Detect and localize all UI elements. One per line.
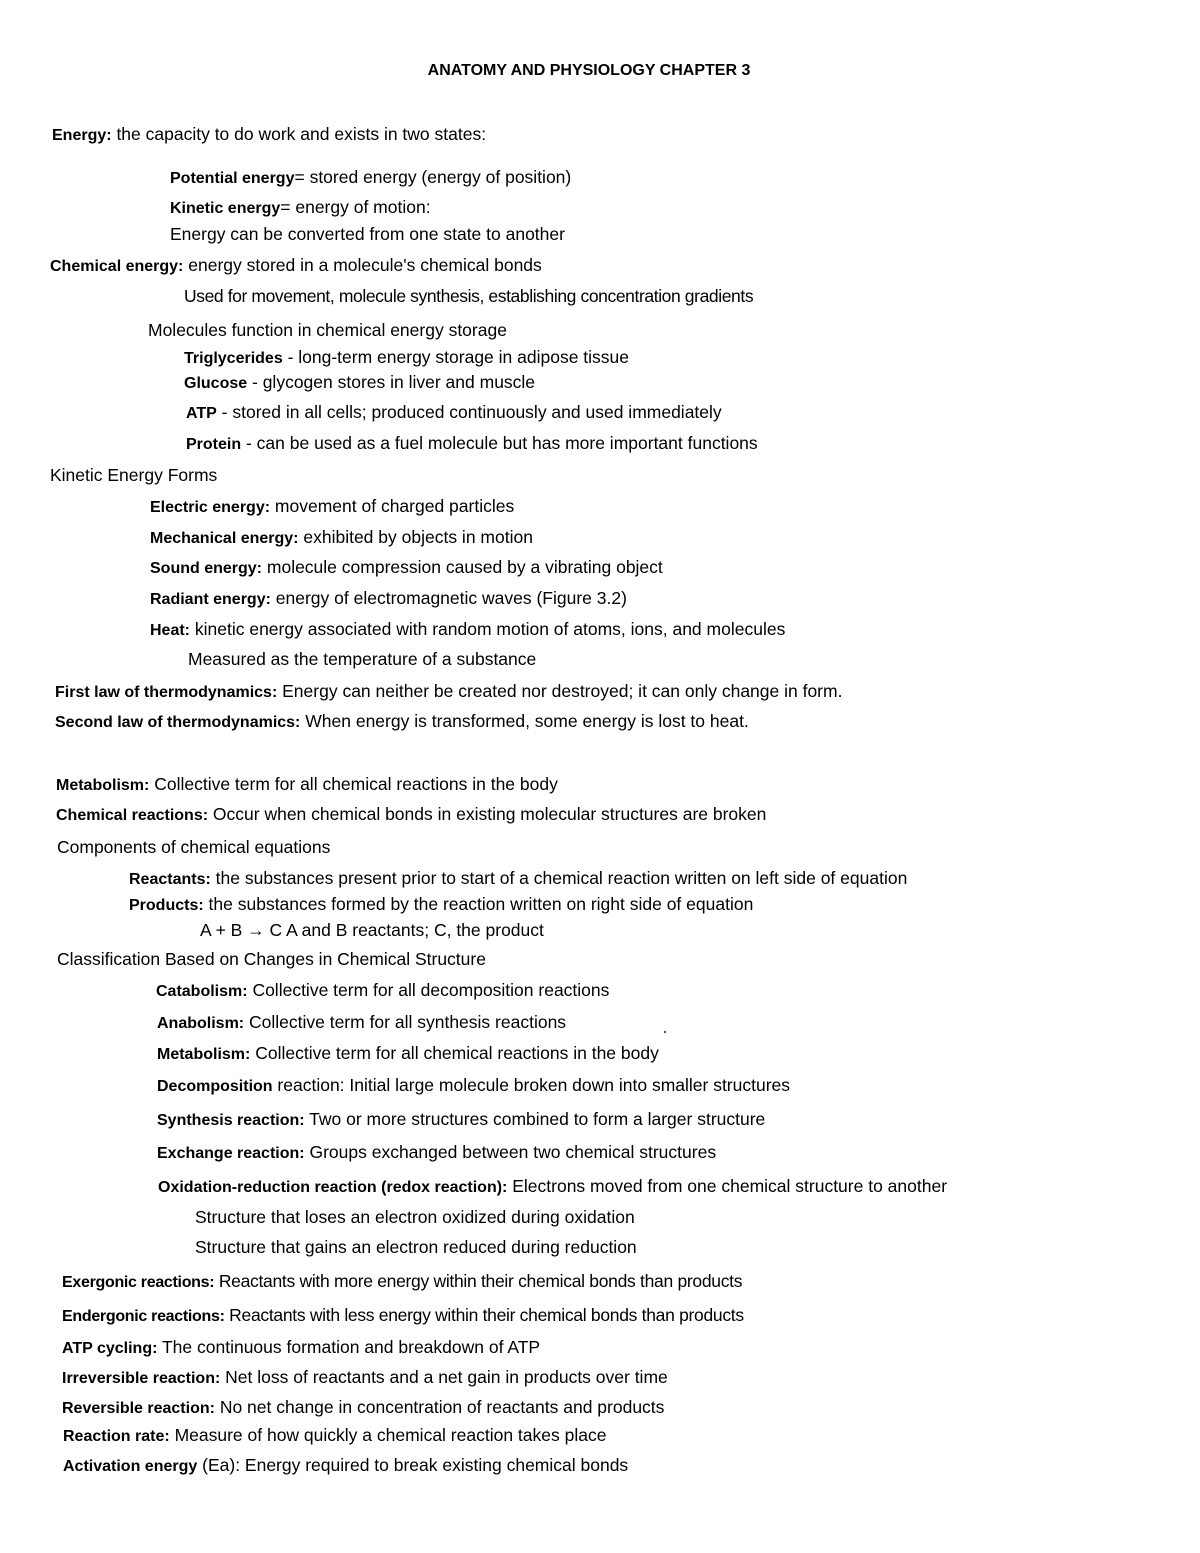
definition: molecule compression caused by a vibrating object bbox=[262, 557, 663, 577]
term: Products: bbox=[129, 897, 204, 914]
line-protein bbox=[186, 432, 758, 456]
definition: Classification Based on Changes in Chemical Structure bbox=[57, 949, 486, 969]
definition: reaction: Initial large molecule broken down into smaller structures bbox=[272, 1075, 791, 1095]
definition: - long-term energy storage in adipose tissue bbox=[282, 347, 630, 367]
definition: Collective term for all decomposition reactions bbox=[247, 980, 610, 1000]
line-heat-measured bbox=[188, 648, 536, 672]
term: Electric energy: bbox=[150, 499, 271, 516]
definition: Collective term for all synthesis reactions bbox=[244, 1012, 567, 1032]
line-mechanical-energy bbox=[150, 526, 533, 550]
definition: Occur when chemical bonds in existing molecular structures are broken bbox=[208, 804, 767, 824]
definition: Reactants with less energy within their chemical bonds than products bbox=[224, 1305, 744, 1325]
line-catabolism bbox=[156, 979, 609, 1003]
line-molecules-function bbox=[148, 319, 507, 343]
line-irreversible bbox=[62, 1366, 668, 1390]
definition: Structure that gains an electron reduced during reduction bbox=[195, 1237, 637, 1257]
stray-mark bbox=[664, 1031, 666, 1033]
term: Oxidation-reduction reaction (redox reaction): bbox=[158, 1179, 508, 1196]
term: Decomposition bbox=[157, 1078, 273, 1095]
line-metabolism bbox=[56, 773, 558, 797]
definition: Two or more structures combined to form a larger structure bbox=[304, 1109, 766, 1129]
page-title: ANATOMY AND PHYSIOLOGY CHAPTER 3 bbox=[427, 62, 751, 79]
line-redox bbox=[158, 1175, 947, 1199]
definition: Groups exchanged between two chemical structures bbox=[304, 1142, 717, 1162]
line-exergonic bbox=[62, 1270, 742, 1294]
definition: Collective term for all chemical reactions in the body bbox=[149, 774, 558, 794]
term: Irreversible reaction: bbox=[62, 1370, 221, 1387]
term: Catabolism: bbox=[156, 983, 248, 1000]
term: Activation energy bbox=[63, 1458, 198, 1475]
line-reactants bbox=[129, 867, 907, 891]
line-chemical-reactions bbox=[56, 803, 766, 827]
line-exchange bbox=[157, 1141, 716, 1165]
line-kinetic-forms bbox=[50, 464, 217, 488]
definition: Kinetic Energy Forms bbox=[50, 465, 218, 485]
line-classification bbox=[57, 948, 486, 972]
line-anabolism bbox=[157, 1011, 566, 1035]
line-second-law bbox=[55, 710, 749, 734]
line-chemical-energy bbox=[50, 254, 542, 278]
term: First law of thermodynamics: bbox=[55, 684, 278, 701]
definition: Net loss of reactants and a net gain in products over time bbox=[220, 1367, 668, 1387]
term: Kinetic energy bbox=[170, 200, 281, 217]
term: Energy: bbox=[52, 127, 112, 144]
definition: - glycogen stores in liver and muscle bbox=[247, 372, 536, 392]
line-kinetic-energy bbox=[170, 196, 431, 220]
definition: The continuous formation and breakdown of ATP bbox=[157, 1337, 541, 1357]
definition: Components of chemical equations bbox=[57, 837, 331, 857]
line-first-law bbox=[55, 680, 842, 704]
line-equation bbox=[200, 919, 544, 943]
definition: Energy can neither be created nor destroyed; it can only change in form. bbox=[277, 681, 843, 701]
line-chemical-energy-uses bbox=[184, 285, 753, 309]
line-energy bbox=[52, 123, 486, 147]
definition: No net change in concentration of reactants and products bbox=[214, 1397, 665, 1417]
term: Triglycerides bbox=[184, 350, 283, 367]
line-radiant-energy bbox=[150, 587, 627, 611]
line-decomposition bbox=[157, 1074, 790, 1098]
line-energy-converted bbox=[170, 223, 565, 247]
definition: = energy of motion: bbox=[280, 197, 431, 217]
definition: When energy is transformed, some energy is lost to heat. bbox=[300, 711, 749, 731]
definition: (Ea): Energy required to break existing chemical bonds bbox=[197, 1455, 629, 1475]
definition: Electrons moved from one chemical structure to another bbox=[507, 1176, 948, 1196]
line-atp-cycling bbox=[62, 1336, 540, 1360]
line-glucose bbox=[184, 371, 535, 395]
definition: Measure of how quickly a chemical reaction takes place bbox=[169, 1425, 607, 1445]
line-products bbox=[129, 893, 753, 917]
line-metabolism-2 bbox=[157, 1042, 659, 1066]
line-reduction bbox=[195, 1236, 637, 1260]
definition: A + B → C A and B reactants; C, the product bbox=[200, 920, 544, 940]
term: Protein bbox=[186, 436, 242, 453]
term: ATP cycling: bbox=[62, 1340, 158, 1357]
term: Reaction rate: bbox=[63, 1428, 170, 1445]
term: ATP bbox=[186, 405, 217, 422]
definition: Structure that loses an electron oxidized during oxidation bbox=[195, 1207, 635, 1227]
term: Heat: bbox=[150, 622, 191, 639]
definition: energy of electromagnetic waves (Figure 3.2) bbox=[270, 588, 627, 608]
term: Radiant energy: bbox=[150, 591, 271, 608]
definition: Used for movement, molecule synthesis, establishing concentration gradients bbox=[184, 286, 754, 306]
term: Metabolism: bbox=[157, 1046, 251, 1063]
term: Metabolism: bbox=[56, 777, 150, 794]
term: Endergonic reactions: bbox=[62, 1308, 225, 1325]
line-potential-energy bbox=[170, 166, 571, 190]
term: Glucose bbox=[184, 375, 248, 392]
line-sound-energy bbox=[150, 556, 663, 580]
definition: movement of charged particles bbox=[270, 496, 515, 516]
definition: Measured as the temperature of a substance bbox=[188, 649, 537, 669]
term: Synthesis reaction: bbox=[157, 1112, 305, 1129]
line-heat bbox=[150, 618, 785, 642]
line-activation-energy bbox=[63, 1454, 628, 1478]
definition: kinetic energy associated with random motion of atoms, ions, and molecules bbox=[190, 619, 786, 639]
line-reversible bbox=[62, 1396, 664, 1420]
term: Potential energy bbox=[170, 170, 295, 187]
term: Exchange reaction: bbox=[157, 1145, 305, 1162]
term: Exergonic reactions: bbox=[62, 1274, 215, 1291]
definition: - can be used as a fuel molecule but has more important functions bbox=[241, 433, 758, 453]
definition: energy stored in a molecule's chemical bonds bbox=[183, 255, 542, 275]
term: Sound energy: bbox=[150, 560, 263, 577]
term: Mechanical energy: bbox=[150, 530, 299, 547]
term: Chemical reactions: bbox=[56, 807, 209, 824]
definition: Reactants with more energy within their chemical bonds than products bbox=[214, 1271, 743, 1291]
term: Reversible reaction: bbox=[62, 1400, 215, 1417]
definition: exhibited by objects in motion bbox=[298, 527, 533, 547]
definition: Collective term for all chemical reactions in the body bbox=[250, 1043, 659, 1063]
definition: the substances present prior to start of a chemical reaction written on left side of equation bbox=[210, 868, 908, 888]
term: Second law of thermodynamics: bbox=[55, 714, 301, 731]
line-electric-energy bbox=[150, 495, 514, 519]
definition: the capacity to do work and exists in two states: bbox=[111, 124, 487, 144]
term: Chemical energy: bbox=[50, 258, 184, 275]
definition: = stored energy (energy of position) bbox=[294, 167, 572, 187]
line-atp bbox=[186, 401, 722, 425]
definition: Energy can be converted from one state to another bbox=[170, 224, 565, 244]
line-components bbox=[57, 836, 330, 860]
definition: Molecules function in chemical energy storage bbox=[148, 320, 507, 340]
line-triglycerides bbox=[184, 346, 629, 370]
line-oxidation bbox=[195, 1206, 635, 1230]
definition: - stored in all cells; produced continuously and used immediately bbox=[216, 402, 722, 422]
term: Reactants: bbox=[129, 871, 211, 888]
line-reaction-rate bbox=[63, 1424, 606, 1448]
line-synthesis bbox=[157, 1108, 765, 1132]
definition: the substances formed by the reaction written on right side of equation bbox=[203, 894, 754, 914]
term: Anabolism: bbox=[157, 1015, 245, 1032]
line-endergonic bbox=[62, 1304, 744, 1328]
